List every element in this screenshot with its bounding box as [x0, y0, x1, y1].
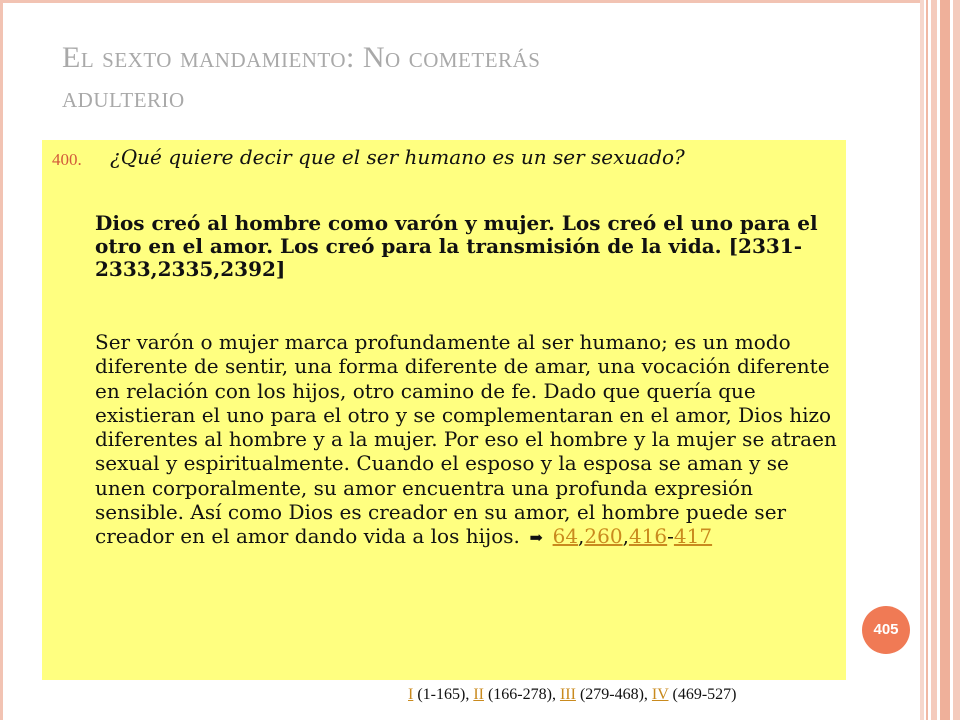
cross-references	[526, 524, 712, 548]
ref-link-417[interactable]: 417	[673, 524, 713, 549]
answer-text: Dios creó al hombre como varón y mujer. Los creó el uno para el otro en el amor. Los creó para la transmisión de la vida. [2331-2333,2335,2392]	[95, 211, 818, 281]
footer-range: (469-527)	[668, 686, 737, 703]
page-number-badge: 405	[862, 606, 910, 654]
ref-separator: ,	[578, 524, 585, 549]
ref-link-260[interactable]: 260	[584, 524, 623, 549]
ref-link-64[interactable]: 64	[552, 524, 579, 549]
left-border	[0, 0, 3, 720]
footer-range: (166-278),	[483, 686, 560, 703]
top-border	[0, 0, 920, 3]
footer-link-part-4[interactable]: IV	[651, 686, 669, 703]
arrow-right-icon: ➡	[529, 528, 543, 548]
decorative-side-bars	[920, 0, 960, 720]
body-paragraph	[95, 330, 845, 551]
footer-link-part-2[interactable]: II	[473, 686, 484, 703]
footer-link-part-3[interactable]: III	[559, 686, 576, 703]
title-line-2: adulterio	[62, 81, 185, 114]
footer-range: (1-165),	[413, 686, 474, 703]
question-text: ¿Qué quiere decir que el ser humano es un ser sexuado?	[110, 145, 685, 169]
footer-part-links	[408, 686, 838, 704]
question-number: 400.	[52, 150, 82, 169]
content-box	[42, 140, 846, 680]
title-line-1: El sexto mandamiento: No cometerás	[62, 41, 541, 74]
body-text: Ser varón o mujer marca profundamente al ser humano; es un modo diferente de sentir, una forma diferente de amar, una vocación diferente en relación con los hijos, otro camino de fe. Dado que quería que existieran el uno para el otro y se complementaran en el amor, Dios hizo diferentes al hombre y a la mujer. Por eso el hombre y la mujer se atraen sexual y espiritualmente. Cuando el esposo y la esposa se aman y se unen corporalmente, su amor encuentra una profunda expresión sensible. Así como Dios es creador en su amor, el hombre puede ser creador en el amor dando vida a los hijos.	[95, 330, 837, 549]
slide-title	[62, 38, 822, 118]
ref-separator: ,	[622, 524, 629, 549]
footer-link-part-1[interactable]: I	[408, 686, 414, 703]
footer-range: (279-468),	[575, 686, 652, 703]
ref-link-416[interactable]: 416	[628, 524, 668, 549]
ref-separator: -	[667, 524, 674, 549]
